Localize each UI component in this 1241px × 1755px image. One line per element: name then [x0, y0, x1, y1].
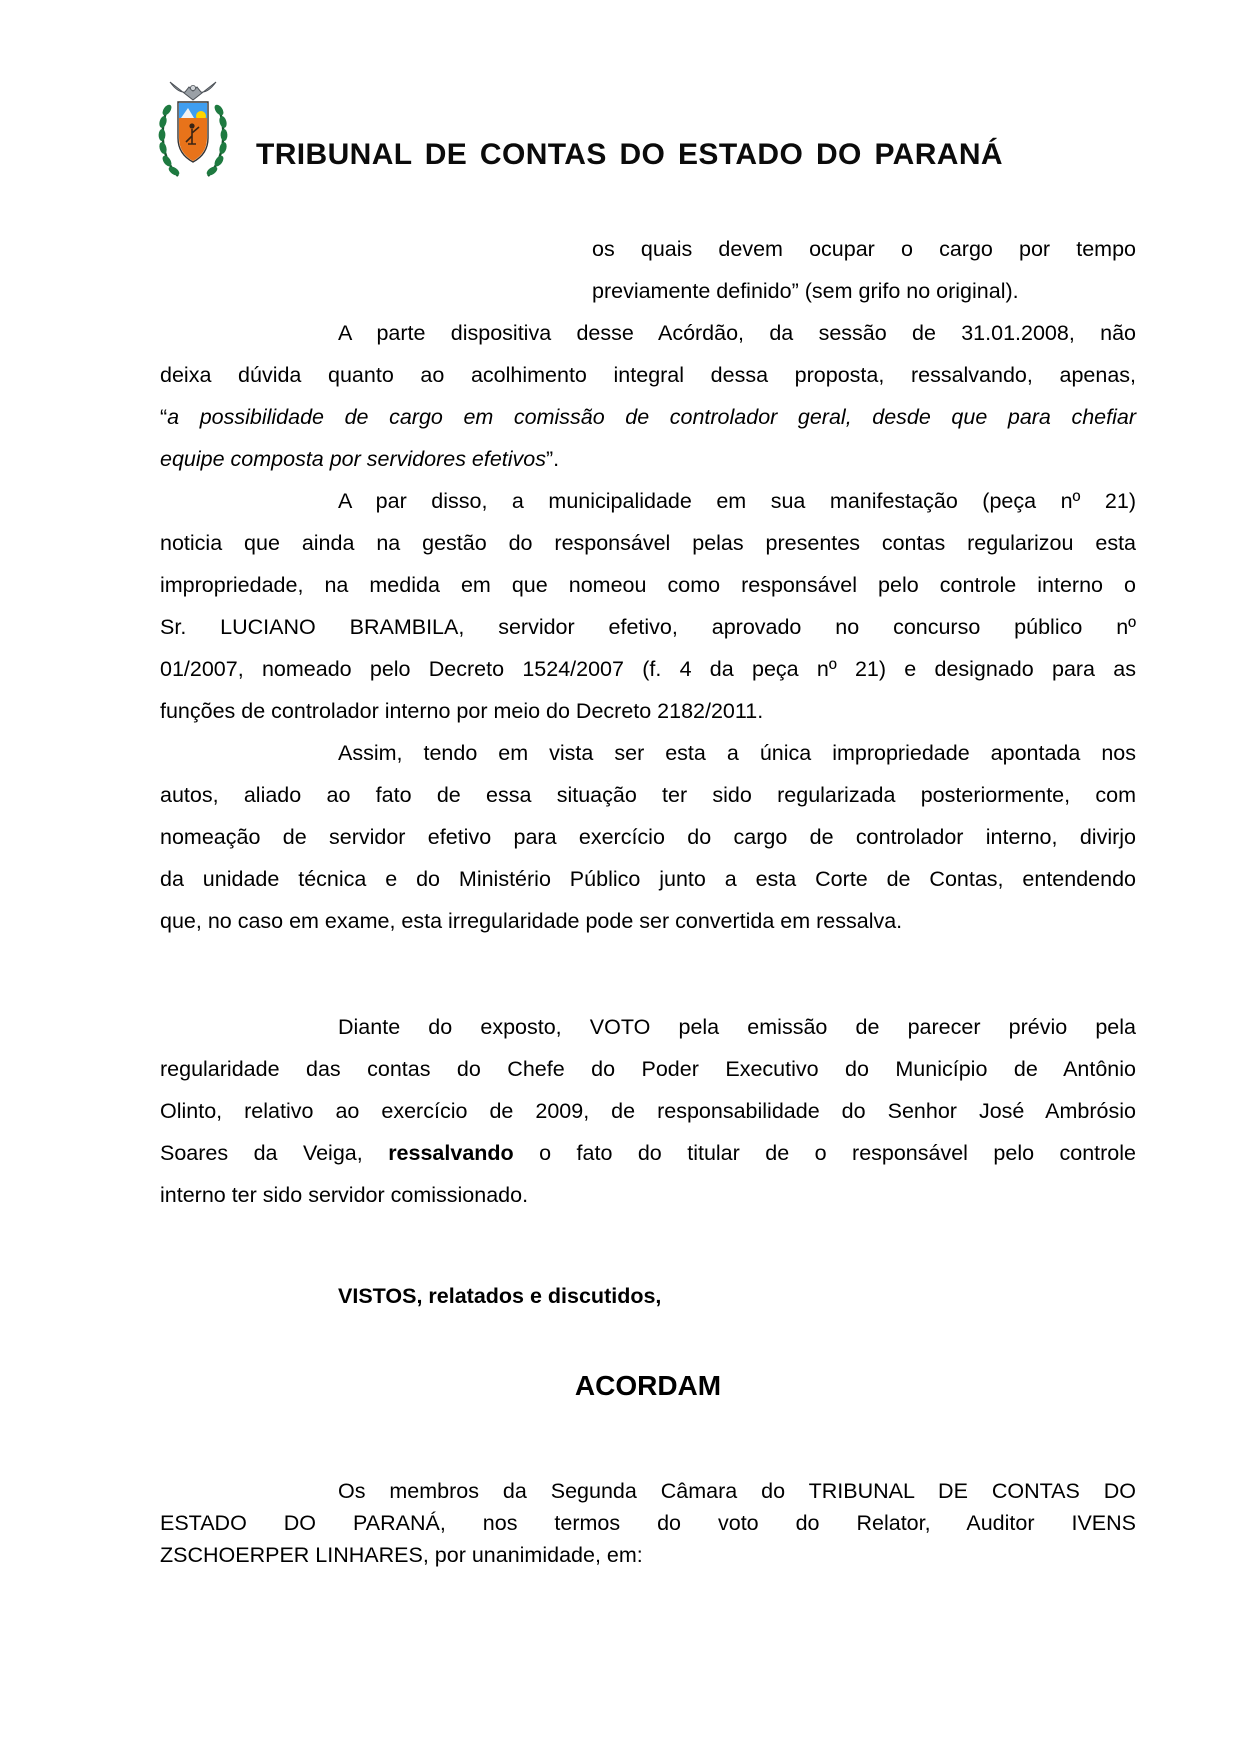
- text-line: autos, aliado ao fato de essa situação ter sido regularizada posteriormente, com: [160, 783, 1136, 807]
- text-line: impropriedade, na medida em que nomeou como responsável pelo controle interno o: [160, 573, 1136, 597]
- text-line: [160, 396, 1136, 438]
- citation-line: previamente definido” (sem grifo no original).: [592, 279, 1019, 303]
- text-line: Sr. LUCIANO BRAMBILA, servidor efetivo, aprovado no concurso público nº: [160, 615, 1136, 639]
- quote-mark: “: [160, 405, 168, 429]
- vistos-line: VISTOS, relatados e discutidos,: [338, 1284, 662, 1308]
- text-line: da unidade técnica e do Ministério Público junto a esta Corte de Contas, entendendo: [160, 867, 1136, 891]
- text-line: ESTADO DO PARANÁ, nos termos do voto do Relator, Auditor IVENS: [160, 1511, 1136, 1535]
- final-paragraph: [160, 1475, 1136, 1571]
- citation-line: os quais devem ocupar o cargo por tempo: [592, 237, 1136, 261]
- document-body: [160, 228, 1136, 1571]
- text-line: ZSCHOERPER LINHARES, por unanimidade, em:: [160, 1543, 643, 1567]
- text-line: deixa dúvida quanto ao acolhimento integral dessa proposta, ressalvando, apenas,: [160, 363, 1136, 387]
- acordam-heading: ACORDAM: [574, 1370, 722, 1401]
- text-line: nomeação de servidor efetivo para exercício do cargo de controlador interno, divirjo: [160, 825, 1136, 849]
- italic-citation-text: a possibilidade de cargo em comissão de controlador geral, desde que para chefiar: [167, 405, 1136, 429]
- text-line: noticia que ainda na gestão do responsável pelas presentes contas regularizou esta: [160, 531, 1136, 555]
- parana-coat-of-arms: [154, 78, 232, 182]
- paragraph-1: [160, 312, 1136, 480]
- italic-citation-text: equipe composta por servidores efetivos: [160, 447, 547, 471]
- paragraph-3: [160, 732, 1136, 942]
- text-line: funções de controlador interno por meio do Decreto 2182/2011.: [160, 699, 764, 723]
- bold-emphasis: ressalvando: [388, 1141, 514, 1165]
- text-line: [160, 438, 1136, 480]
- eagle-icon: [170, 82, 216, 100]
- text-line: Os membros da Segunda Câmara do TRIBUNAL DE CONTAS DO: [338, 1479, 1136, 1503]
- text-line: Assim, tendo em vista ser esta a única impropriedade apontada nos: [338, 741, 1136, 765]
- text-line: Diante do exposto, VOTO pela emissão de parecer prévio pela: [338, 1015, 1136, 1039]
- citation-block: [592, 228, 1136, 312]
- page-title: TRIBUNAL DE CONTAS DO ESTADO DO PARANÁ: [256, 138, 1003, 172]
- text-line: A par disso, a municipalidade em sua manifestação (peça nº 21): [338, 489, 1136, 513]
- text-segment: Soares da Veiga,: [160, 1141, 389, 1165]
- text-line: A parte dispositiva desse Acórdão, da sessão de 31.01.2008, não: [338, 321, 1136, 345]
- text-line: Olinto, relativo ao exercício de 2009, de responsabilidade do Senhor José Ambrósio: [160, 1099, 1136, 1123]
- text-line: interno ter sido servidor comissionado.: [160, 1183, 529, 1207]
- eagle-head: [190, 85, 195, 90]
- shield-icon: [178, 102, 208, 162]
- text-line: [160, 1132, 1136, 1174]
- paragraph-2: [160, 480, 1136, 732]
- text-segment: o fato do titular de o responsável pelo controle: [513, 1141, 1137, 1165]
- text-line: que, no caso em exame, esta irregularidade pode ser convertida em ressalva.: [160, 909, 903, 933]
- text-line: regularidade das contas do Chefe do Poder Executivo do Município de Antônio: [160, 1057, 1136, 1081]
- paragraph-4-voto: [160, 1006, 1136, 1216]
- text-line: 01/2007, nomeado pelo Decreto 1524/2007 (f. 4 da peça nº 21) e designado para as: [160, 657, 1136, 681]
- quote-mark: ”.: [546, 447, 560, 471]
